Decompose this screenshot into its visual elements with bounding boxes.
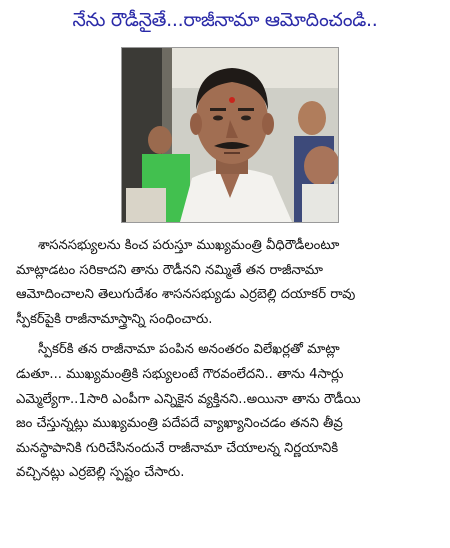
article-body (16, 234, 440, 492)
paragraph-line: వచ్చినట్లు ఎర్రబెల్లి స్పష్టం చేసారు. (16, 465, 185, 481)
paragraph-line: జం చేస్తున్నట్లు ముఖ్యమంత్రి పదేపదే వ్యాఖ్యానించడం తనని తీవ్ర (16, 416, 343, 432)
paragraph-line: మనస్థాపానికి గురిచేసినందునే రాజీనామా చేయాలన్న నిర్ణయానికి (16, 440, 339, 456)
paragraph-line: స్పీకర్‌పైకి రాజీనామాస్త్రాన్ని సంధించారు. (16, 311, 213, 327)
paragraph-line: స్పీకర్‌కి తన రాజీనామా పంపిన అనంతరం విలేఖర్లతో మాట్లా (38, 342, 340, 358)
paragraph-line: ఎమ్మెల్యేగా..1సారి ఎంపీగా ఎన్నికైన వ్యక్తినని..అయినా తాను రౌడీయి (16, 391, 361, 407)
paragraph-line: ఆమోదించాలని తెలుగుదేశం శాసనసభ్యుడు ఎర్రబెల్లి దయాకర్ రావు (16, 287, 356, 303)
headline: నేను రౌడీనైతే...రాజీనామా ఆమోదించండి.. (72, 9, 378, 31)
paragraph-1 (16, 234, 440, 332)
paragraph-line: డుతూ... ముఖ్యమంత్రికి సభ్యులంటే గౌరవంలేదని.. తాను 4సార్లు (16, 366, 344, 382)
paragraph-2 (16, 338, 440, 486)
portrait-image (122, 48, 338, 222)
paragraph-line: మాట్లాడటం సరికాదని తాను రౌడీనని నమ్మితే తన రాజీనామా (16, 262, 323, 278)
news-photo (121, 47, 339, 223)
paragraph-line: శాసనసభ్యులను కించ పరుస్తూ ముఖ్యమంత్రి వీధిరౌడీలంటూ (38, 238, 340, 253)
